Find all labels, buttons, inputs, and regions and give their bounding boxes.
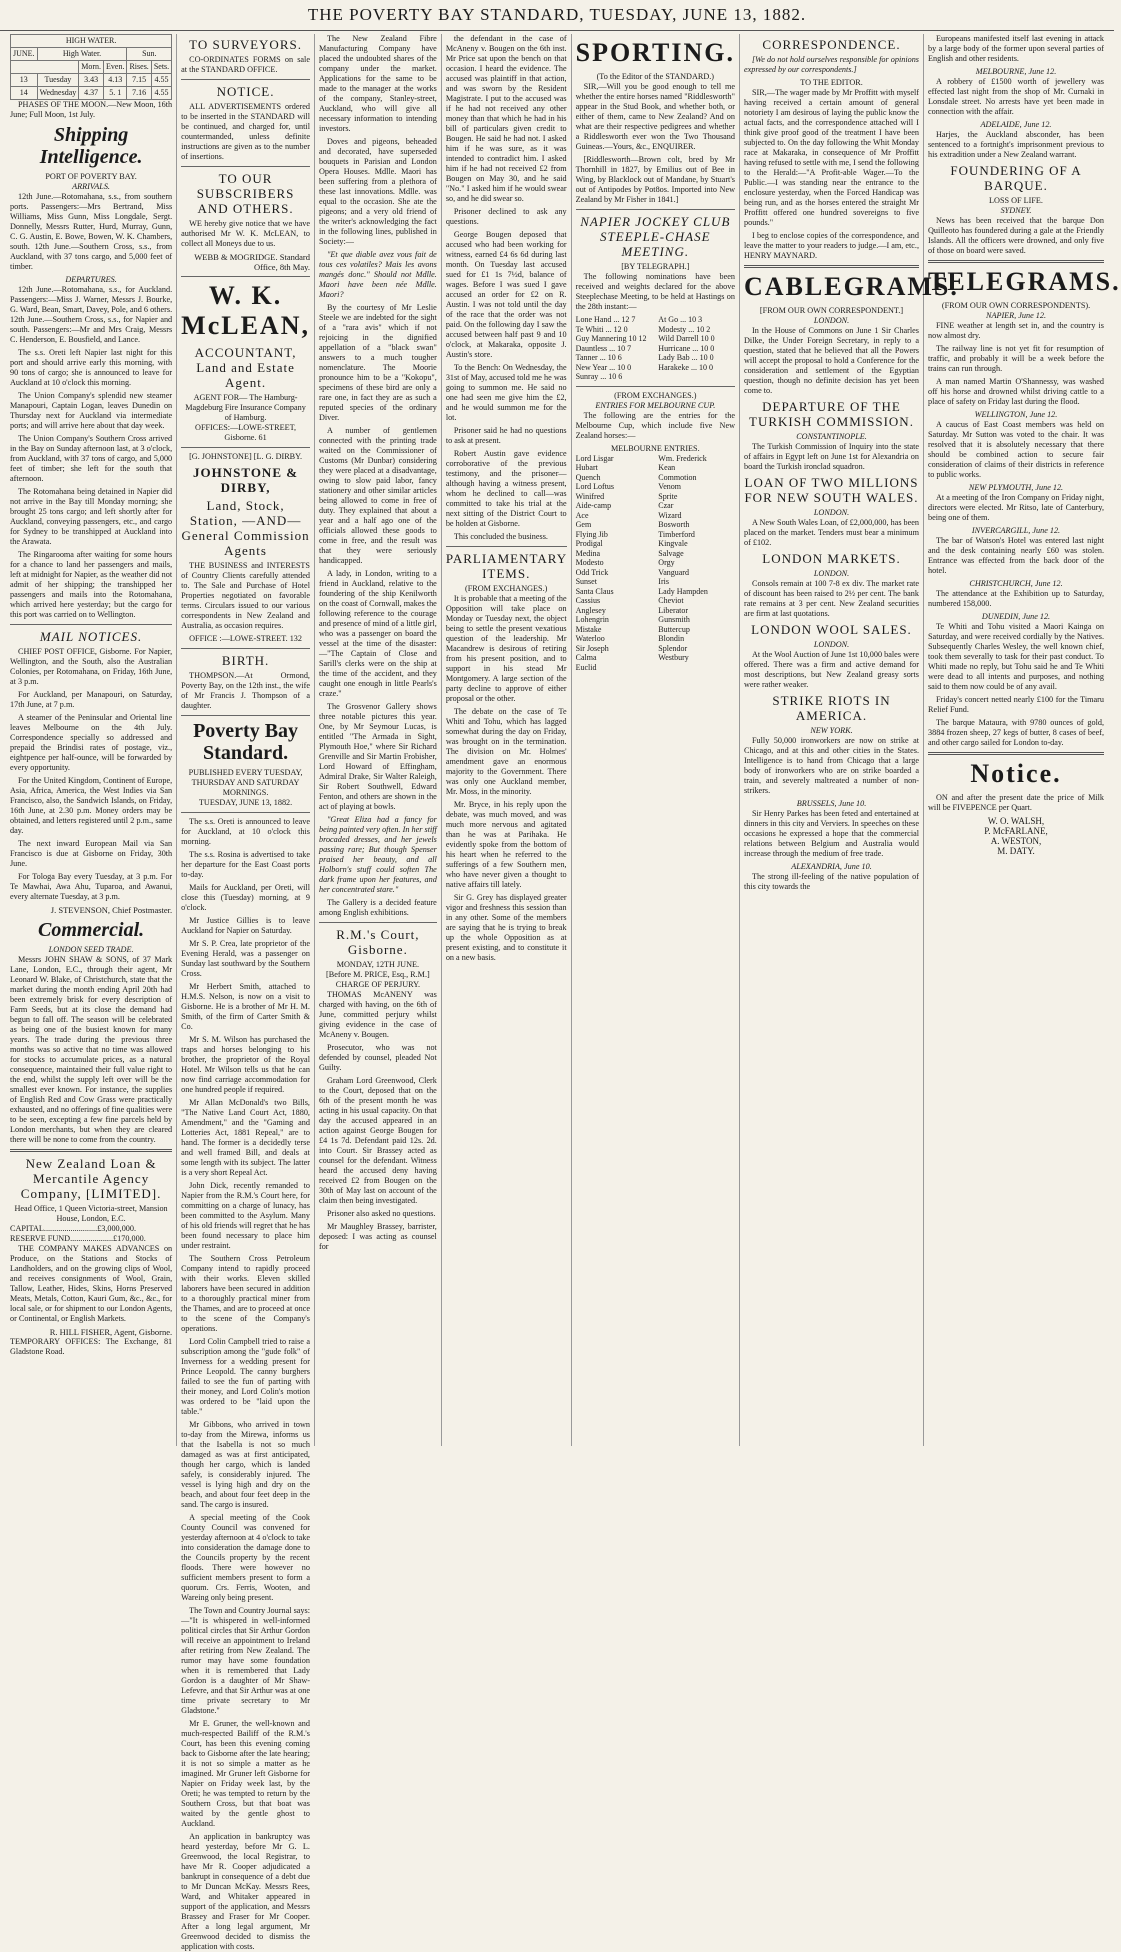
dateline-london: LONDON. [813,640,850,649]
telegram-item: At a meeting of the Iron Company on Friday night, directors were elected. Mr Ritso, late of Canterbury, being one of them. [928,493,1104,522]
wool-heading: LONDON WOOL SALES. [751,622,912,637]
court-text: THOMAS McANENY was charged with having, on the 6th of June, committed perjury whilst giving evidence in the case of McAneny v. Bougen. [318,990,437,1039]
parliamentary-text: Mr. Bryce, in his reply upon the debate, was much moved, and was much more nervous and agitated than he was at Parihaka. He evidently spoke from the bottom of his heart when he referred to the sufferings of a few Southern men, who have never given a thought to native affairs till lately. [445,800,567,889]
shipping-note: The Rotomahana being detained in Napier did not arrive in the Bay till Monday morning; she brought 25 tons cargo; and left shortly after for Auckland, conveying passengers, etc., and cargo for Sydney to be transhipped at Auckland into the Arawata. [10,487,173,546]
telegram-dateline: WELLINGTON, June 12. [974,410,1058,419]
list-item: Prodigal [575,539,603,548]
dateline: TUESDAY, JUNE 13, 1882. [198,798,293,807]
mail-text: The next inward European Mail via San Francisco is due at Gisborne on Friday, 30th June. [10,839,173,868]
list-item: Commotion [658,472,697,482]
divider [10,624,172,625]
commercial-heading: Commercial. [38,919,145,941]
list-item: Iris [658,577,669,586]
dateline-london: LONDON. [813,316,850,325]
mclean-name: W. K. McLEAN, [181,281,310,340]
list-item: Modesto [575,558,604,567]
list-item: Czar [658,501,674,510]
markets-heading: LONDON MARKETS. [762,551,901,566]
correspondence-note: [We do not hold ourselves responsible for opinions expressed by our correspondents.] [744,55,919,74]
cup-text: The following are the entries for the Melbourne Cup, which include five New Zealand horses:— [575,410,735,440]
turkish-heading: DEPARTURE OF THE TURKISH COMMISSION. [749,399,914,429]
list-item: Quench [575,472,601,482]
napier-by: [BY TELEGRAPH.] [621,262,690,271]
list-item: Lohengrin [575,615,609,624]
tide-cell: 7.16 [127,87,151,100]
news-item: Mr S. M. Wilson has purchased the traps and horses belonging to his brother, the proprietor of the Royal Hotel. Mr Wilson tells us that he can now find carriage accommodation for one hundred people if required. [181,1035,310,1094]
list-item: Sir Joseph [575,643,609,653]
news-item: John Dick, recently remanded to Napier from the R.M.'s Court here, for committing on a charge of lunacy, has been committed to the Asylum. Many of his old friends will regret that he has been found necessary to place him under restraint. [181,1181,310,1250]
notice-signatories [928,816,1104,856]
tide-sub: Morn. [79,61,104,74]
divider [181,166,310,167]
column-1 [6,34,177,1446]
tide-cell: 4.37 [79,87,104,100]
list-item: Gunsmith [658,615,690,624]
cup-subheading: MELBOURNE ENTRIES. [610,443,700,453]
court-text: Robert Austin gave evidence corroborative of the previous testimony, and the prisoner—although having a witness present, whom he declined to call—was committed to take his trial at the next sitting of the District Court to be holden at Gisborne. [445,449,567,528]
news-item: Doves and pigeons, beheaded and decorated, have superseded bouquets in Parisian and London Opera Houses. Mdlle. Maori has been suffering from a plethora of these last innovations. Mdlle. was equal to the occasion. She ate the pigeons; and a very old friend of the writer's acknowledging the fact in the following lines, published in Society:— [318,137,437,246]
johnstone-header: [G. JOHNSTONE] [L. G. DIRBY. [189,452,303,461]
news-item: A special meeting of the Cook County Council was convened for yesterday afternoon at 4 o'clock to take into consideration the damage done to the Councils property by the recent floods. There were however no sufficient members present to form a quorum. Crs. Ferris, Wooten, and Wareing only being present. [181,1513,310,1602]
strike-text: Fully 50,000 ironworkers are now on strike at Chicago, and at this and other cities in the States. Intelligence is to hand from Chicago that a large body of ironworkers who are on strike boarded a train, and severely maltreated a number of non-strikers. [744,736,919,795]
list-item: Westbury [658,653,689,662]
brussels-text: Sir Henry Parkes has been feted and entertained at dinners in this city and Verviers. In speeches on these occasions he expressed a hope that the commercial relations between Belgium and Australia would increase through the medium of free trade. [744,809,919,858]
telegram-item: A caucus of East Coast members was held on Saturday. Mr Sutton was voted to the chair. It was resolved that it is absolutely necessary that there should be combined action to secure fair consideration of claims of their districts in reference to public works. [928,420,1104,479]
telegram-dateline: INVERCARGILL, June 12. [971,526,1061,535]
tide-cell: Tuesday [37,74,79,87]
sporting-heading: SPORTING. [575,38,735,67]
list-item: Cheviot [658,596,684,605]
notice-heading: NOTICE. [216,84,275,99]
dateline-new-york: NEW YORK. [810,726,853,735]
sporting-text: SIR,—Will you be good enough to tell me whether the entire horses named "Riddlesworth" appear in the Stud Book, and whether both, or either of them, came to New Zealand? And on what are their respective pedigrees and whether a Riddlesworth ever won the Two Thousand Guineas.—Yours, &c., ENQUIRER. [575,82,735,151]
dateline-brussels: BRUSSELS, June 10. [796,799,867,808]
loan-text: A New South Wales Loan, of £2,000,000, has been placed on the market. Tenders must bear a minimum of £102. [744,518,920,547]
column-3 [315,34,442,1446]
masthead: THE POVERTY BAY STANDARD, TUESDAY, JUNE 13, 1882. [0,0,1114,31]
divider [744,265,919,268]
list-item: Harakeke ... 10 0 [658,362,713,372]
news-item: A lady, in London, writing to a friend in Auckland, relative to the foundering of the ship Kenilworth on the coast of Cornwall, makes the following reference to the courage and presence of mind of a little girl, who was a passenger on board the vessel at the time of the disaster:—"The Captain of Close and Sarill's clerks were on the ship at the time of the accident, and they caught one enough in little Pearls's craze." [318,569,437,698]
list-item: Wizard [658,510,682,520]
sporting-to: (To the Editor of the STANDARD.) [596,72,715,81]
news-item: Lord Colin Campbell tried to raise a subscription among the "gude folk" of Inverness for a wedding present for Prince Leopold. The canny burghers failed to see the fun of parting with their money, and Lord Colin's motion was ordered to be "laid upon the table." [181,1337,310,1416]
barque-heading: FOUNDERING OF A BARQUE. [950,163,1082,193]
notice-text: ALL ADVERTISEMENTS ordered to be inserted in the STANDARD will be continued, and charged for, until countermanded, unless definite instructions are given as to the number of insertions. [181,102,310,161]
list-item: Cassius [575,596,601,605]
nzloan-office: Head Office, 1 Queen Victoria-street, Mansion House, London, E.C. [14,1204,168,1223]
telegram-dateline: DUNEDIN, June 12. [981,612,1051,621]
court-text: Prosecutor, who was not defended by counsel, pleaded Not Guilty. [318,1043,437,1072]
shipping-note: The Union Company's Southern Cross arrived in the Bay on Sunday afternoon last, at 3 o'clock, from Auckland, with 37 tons of cargo, and 5,000 feet of timber; she left for the south that afternoon. [10,434,173,483]
news-item: The s.s. Rosina is advertised to take her departure for the East Coast ports to-day. [181,850,310,879]
list-item: Vanguard [658,567,689,577]
alexandria-text: The strong ill-feeling of the native population of this city towards the [744,872,919,891]
correspondence-text: SIR,—The wager made by Mr Proffitt with myself having received a certain amount of general notoriety I am desirous of laying the public know the actual facts, and the correspondence attached will I think give proof good of the treatment I have been subjected to. On the day following the Whit Monday race at Makaraka, in consequence of Mr Proffitt having refused to settle with me, I send the following to the Herald:—"A Profit-able Wager.—To the Public.—I was standing near the entrance to the enclosure yesterday, when the Forced Handicap was being run, and as the horses entered the straight Mr Proffitt offered one hundred sovereigns to five pounds." [744,88,919,227]
news-item: Mr Gibbons, who arrived in town to-day from the Mirewa, informs us that the Isabella is not so much damaged as was at first anticipated, though her cargo, which is landed safely, is considerably injured. The vessel is lying high and dry on the beach, and about four feet deep in the sand. The cargo is insured. [181,1420,310,1509]
tide-cell: 5. 1 [104,87,127,100]
news-item: The Town and Country Journal says:—"It is whispered in well-informed political circles that Sir Arthur Gordon will receive an appointment to Ireland after retiring from New Zealand. The rumor may have some foundation when it is remembered that Lady Gordon is a daughter of Mr Shaw-Lefevre, and that Sir Arthur was at one time private secretary to Mr Gladstone." [181,1606,310,1715]
list-item: Lady Hampden [658,586,708,596]
subscribers-heading: TO OUR SUBSCRIBERS AND OTHERS. [196,171,295,216]
court-text: Prisoner also asked no questions. [326,1209,436,1218]
tide-header: High Water. [37,48,127,61]
divider [319,922,437,923]
list-item: Hurricane ... 10 0 [658,343,715,353]
loan-heading: LOAN OF TWO MILLIONS FOR NEW SOUTH WALES. [744,475,919,505]
correspondence-heading: CORRESPONDENCE. [762,37,901,52]
list-item: Lord Lisgar [575,453,614,463]
news-item: The New Zealand Fibre Manufacturing Company have placed the undoubted shares of the company under the market. Applications for the same to be made to the manager at the works of the company, Stanley-street, Auckland, who will give all necessary information to intending investors. [318,34,437,133]
divider [10,1149,172,1152]
parliamentary-heading: PARLIAMENTARY ITEMS. [445,551,568,581]
list-item: Anglesey [575,605,606,615]
tide-cell: 4.13 [104,74,127,87]
court-date: MONDAY, 12TH JUNE. [336,960,420,969]
tide-sub: Even. [104,61,127,74]
divider [181,715,310,716]
divider [181,812,310,813]
parliamentary-text: It is probable that a meeting of the Opposition will take place on Monday or Tuesday next, the object being to settle the present vexatious question of the leadership. Mr Macandrew is desirous of retiring from his present position, and to support in his stead Mr Montgomery. A large section of the party decline to approve of either proposal or the other. [445,594,567,703]
list-item: Liberator [658,605,689,615]
court-before: [Before M. PRICE, Esq., R.M.] [326,970,430,979]
surveyors-heading: TO SURVEYORS. [189,37,302,52]
tide-sub: Sets. [151,61,171,74]
telegram-item: The barque Mataura, with 9780 ounces of gold, 3884 frozen sheep, 27 kegs of butter, 8 cases of beef, and other cargo sailed for London to-day. [928,718,1104,747]
tide-table [10,34,172,100]
shipping-heading: Shipping Intelligence. [39,124,143,168]
tide-cell: 4.55 [151,87,171,100]
divider [928,752,1104,755]
list-item: Medina [575,548,601,558]
cup-heading: ENTRIES FOR MELBOURNE CUP. [595,400,716,410]
telegram-item: The bar of Watson's Hotel was entered last night and the desk containing nearly £60 was stolen. Entrance was effected from the back door of the hotel. [928,536,1104,575]
mail-text: CHIEF POST OFFICE, Gisborne. For Napier, Wellington, and the South, also the Australian Colonies, per Rotomahana, on Friday, 16th June, at 3 p.m. [10,647,173,686]
mclean-office: OFFICES:—LOWE-STREET, Gisborne. 61 [195,423,297,442]
court-text: Prisoner said he had no questions to ask at present. [445,426,567,445]
divider [181,648,310,649]
list-item: Ace [575,510,589,520]
napier-text: The following nominations have been received and weights declared for the above Steeplechase Meeting, to be held at Hastings on the 28th instant:— [575,272,735,311]
markets-text: Consols remain at 100 7-8 ex div. The market rate of discount has been raised to 2½ per cent. The bank rate remains at 3 per cent. New Zealand securities are firm at last quotations. [744,579,919,618]
arrivals-text: 12th June.—Rotomahana, s.s., from southern ports. Passengers:—Mrs Bertrand, Miss Williams, Miss Gunn, Miss Longdale, Sergt. Donnelly, Messrs Rutter, Hurd, Murray, Gunn, C. G. Austin, E. Bowe, Bowen, W. K. Chambers, south. 12th June.—Southern Cross, s.s., from Auckland, with 37 tons cargo, and 5,000 feet of timber. [10,192,173,271]
dateline-melbourne: MELBOURNE, June 12. [975,67,1057,76]
shipping-note: The Union Company's splendid new steamer Manapouri, Captain Logan, leaves Dunedin on Thursday next for Auckland via intermediate ports; and will arrive here about that day week. [10,391,173,430]
telegram-dateline: NEW PLYMOUTH, June 12. [968,483,1064,492]
sporting-text: [Riddlesworth—Brown colt, bred by Mr Thornhill in 1827, by Emilius out of Bee in Wing, by Blacklock out of Mandane, by Stuart's out of Antipodes by Pot8os. Imported into New Zealand by Mr Fisher in 1841.] [575,155,735,204]
dateline-alexandria: ALEXANDRIA, June 10. [791,862,872,871]
court-heading: R.M.'s Court, Gisborne. [336,927,420,957]
departures-heading: DEPARTURES. [65,275,117,284]
napier-steeplechase-heading: NAPIER JOCKEY CLUB STEEPLE-CHASE MEETING. [580,214,731,259]
telegrams-heading: TELEGRAMS. [928,267,1121,296]
nzloan-capital: CAPITAL..........................£3,000,000. [10,1224,137,1233]
list-item: Te Whiti ... 12 0 [575,324,628,334]
tide-row [11,74,172,87]
mail-text: A steamer of the Peninsular and Oriental line leaves Melbourne on the 4th July. Correspondence specially so addressed and prepaid the Brindisi rates of postage, viz., eightpence per half-ounce, will be forwarded by every opportunity. [10,713,173,772]
column-2 [177,34,315,1951]
wool-text: At the Wool Auction of June 1st 10,000 bales were offered. There was a firm and active demand for most descriptions, but New Zealand greasy sorts were rather weaker. [744,650,919,689]
tide-cell: 7.15 [127,74,151,87]
news-item: The Grosvenor Gallery shows three notable pictures this year. One, by Mr Seymour Lucas, is entitled "The Armada in Sight, Plymouth Hoe," where Sir Richard Grenville and Sir Martin Frobisher, Lord Howard of Effingham, Admiral Drake, Sir Walter Raleigh, Sir Robert Southwell, Edward Fenton, and others are shown in the act of playing at bowls. [318,702,437,811]
shipping-note: The s.s. Oreti left Napier last night for this port and should arrive early this morning, with 90 tons of cargo; she is announced to leave for Auckland at 10 o'clock this morning. [10,348,173,387]
correspondence-text: I beg to enclose copies of the correspondence, and leave the matter to your readers to judge.—I am, etc., HENRY MAYNARD. [744,231,919,260]
list-item: Guy Mannering 10 12 [575,334,647,343]
nzloan-reserve: RESERVE FUND.....................£170,000. [10,1234,146,1243]
list-item: Venom [658,482,681,491]
news-item: "Great Eliza had a fancy for being painted very often. In her stiff brocaded dresses, and her jewels passing rare; But though Spenser praised her beauty, and all Holborn's stuff could soften The dark frame upon her features, and her concentrated stare." [318,815,437,894]
tide-sub: Rises. [127,61,151,74]
divider [446,546,567,547]
list-item: At Go ... 10 3 [658,315,703,324]
list-item: Kean [658,463,676,472]
court-text: This concluded the business. [453,532,548,541]
johnstone-text: THE BUSINESS and INTERESTS of Country Clients carefully attended to. The Sale and Purchase of Hotel Properties negotiated on favorable terms. Circulars issued to our various correspondents in New Zealand and Australia, as occasion requires. [181,561,310,630]
dateline-london: LONDON. [813,508,850,517]
telegram-item: The attendance at the Exhibition up to Saturday, numbered 158,000. [928,589,1104,608]
list-item: Buttercup [658,624,690,634]
court-text: Mr Maughley Brassey, barrister, deposed: I was acting as counsel for [318,1222,437,1251]
telegram-item: The railway line is not yet fit for resumption of traffic, and probably it will be a week before the trains can run through. [928,344,1104,373]
divider [181,276,310,277]
court-text: To the Bench: On Wednesday, the 31st of May, accused told me he was going to summon me. He said no one had seen me give him the £2, and he would summon me for the lot. [445,363,567,422]
news-item: An application in bankruptcy was heard yesterday, before Mr G. L. Greenwood, the local Registrar, to have Mr R. Cooper adjudicated a bankrupt in consequence of a debt due to Mr Duncan McKay. Messrs Rees, Ward, and Whitaker appeared in support of the application, and Messrs Brassey and Fraser for Mr Cooper. After a long legal argument, Mr Greenwood decided to dismiss the application with costs. [181,1832,310,1951]
news-item: Mr Allan McDonald's two Bills, "The Native Land Court Act, 1880, Amendment," and the "Gaming and Lotteries Act, 1881 Repeal," are to hand. The former is a decidedly terse and well framed Bill, and deals at some length with its subject. The latter is a very short Repeal Act. [181,1098,310,1177]
list-item: Wm. Frederick [658,453,707,463]
dateline-constantinople: CONSTANTINOPLE. [796,432,867,441]
shipping-note: The Ringarooma after waiting for some hours for a chance to land her passengers and mails, left at midnight for Napier, as the weather did not admit of her shipping; the transhipped her passengers and mails into the Rotomahana, which arrived here yesterday; but the cargo for this port was carried on to Wellington. [10,550,173,619]
news-item: Mr Justice Gillies is to leave Auckland for Napier on Saturday. [181,916,310,935]
subscribers-signature: WEBB & MOGRIDGE. Standard Office, 8th May. [194,252,310,272]
telegram-dateline: CHRISTCHURCH, June 12. [969,579,1063,588]
list-item: Splendor [658,643,688,653]
court-text: Prisoner declined to ask any questions. [445,207,567,226]
column-6 [740,34,959,1446]
news-item: The Gallery is a decided feature among English exhibitions. [318,898,437,917]
signatory-name: M. DATY. [997,846,1035,856]
nzloan-signature: R. HILL FISHER, Agent, Gisborne. [49,1327,173,1337]
commercial-text: Messrs JOHN SHAW & SONS, of 37 Mark Lane, London, E.C., through their agent, Mr Leonard W. Blake, of Christchurch, state that the market during the month ending April 20th had been extremely brisk for every description of Farm Seeds, but at its close the demand had begun to fall off. The season will be celebrated as being one of the busiest known for many years. The trade during the previous three months was so active that no time was allowed for stocks to accumulate prices, as a natural consequence, maintained their full value right to the end, whilst the supply left over will be the smallest ever known. For instance, the supplies of English Red and Cow Grass were practically exhausted, and no offerings of fine qualities were to be seen, excepting a few fine parcels held by London merchants, but when they are cleared there will be none to come from the country. [10,955,173,1144]
cablegrams-heading: CABLEGRAMS. [744,272,959,301]
mail-signature: J. STEVENSON, Chief Postmaster. [50,905,173,915]
nzloan-text: THE COMPANY MAKES ADVANCES on Produce, on the Stations and Stocks of Landholders, and on the growing clips of Wool, and receives consignments of Wool, Grain, Tallow, Leather, Hides, Skins, Horns Preserved Meats, Metals, Cotton, Kauri Gum, &c., &c., for local sale, or for shipment to our London Agents, or Continental, or English Markets. [10,1244,173,1323]
signatory-name: W. O. WALSH, [987,816,1045,826]
mail-text: For Tologa Bay every Tuesday, at 3 p.m. For Te Mawhai, Awa Ahu, Tuparoa, and Awanui, every alternate Tuesday, at 3 p.m. [10,872,173,901]
moon-phases: PHASES OF THE MOON.—New Moon, 16th June; Full Moon, 1st July. [10,100,173,119]
cup-entries [576,454,735,673]
strike-heading: STRIKE RIOTS IN AMERICA. [772,693,891,723]
arrivals-heading: ARRIVALS. [72,182,110,191]
notice-heading: Notice. [970,759,1062,788]
parliamentary-text: Sir G. Grey has displayed greater vigor and freshness this session than in any other. Some of the members are saying that he is trying to break up the whole Opposition as at present existing, and to constitute it on a new basis. [445,893,567,962]
nzloan-heading: New Zealand Loan & Mercantile Agency Company, [LIMITED]. [20,1156,162,1201]
turkish-text: The Turkish Commission of Inquiry into the state of affairs in Egypt left on June 1st for Alexandria on board the Turkish ironclad squadron. [744,442,919,471]
list-item: Hubart [575,463,598,472]
list-item: Timberford [658,529,695,539]
news-item: Mr E. Gruner, the well-known and much-respected Bailiff of the R.M.'s Court, has been this evening coming back to Gisborne after the late hearing; it is not so simple a matter as he imagined. Mr Gruner left Gisborne for Napier on Friday week last, by the Oreti; he was tempted to return by the Southern Cross, but that boat was waited by the gentle ghost to Auckland. [181,1719,310,1828]
column-7 [924,34,1121,1446]
list-item: Modesty ... 10 2 [658,324,711,334]
correspondence-to: TO THE EDITOR. [800,78,863,87]
column-4 [442,34,572,1446]
mail-heading: MAIL NOTICES. [39,629,143,644]
signatory-name: P. McFARLANE, [984,826,1048,836]
list-item: Bosworth [658,520,690,529]
divider [576,386,735,387]
mclean-trade: ACCOUNTANT, Land and Estate Agent. [194,345,297,390]
dateline-london: LONDON. [813,569,850,578]
surveyors-text: CO-ORDINATES FORMS on sale at the STANDARD OFFICE. [181,55,310,74]
list-item: Lone Hand ... 12 7 [575,315,636,324]
tide-title: HIGH WATER. [11,35,172,48]
court-text: the defendant in the case of McAneny v. Bougen on the 6th inst. Mr Price sat upon the bench on that occasion. I heard the evidence. The accused was plaintiff in that action, and was sworn by the Resident Magistrate. I put to the accused was if he had not received any other money than that which he had in his bill of particulars given credit to Bougen. He said he had not. I asked him if he was sure, as it was intended to contradict him. I asked him if he had not received £2 from Bougen on May 30, and he said "No." I asked him if he would swear so, and he did swear so. [445,34,567,203]
list-item: Kingvale [658,539,688,548]
barque-text: News has been received that the barque Don Quilleoto has foundered during a gale at the Friendly Islands. All the officers were drowned, and only five of those on board were saved. [928,216,1104,255]
telegram-item: FINE weather at length set in, and the country is now almost dry. [928,321,1104,340]
court-charge: CHARGE OF PERJURY. [335,980,421,989]
telegram-item: Te Whiti and Tohu visited a Maori Kainga on Saturday, and were received cordially by the Natives. Subsequently Charles Wesley, the well known chief, took them severally to task for their past conduct. To Whiti made no reply, but Tohu said he and Te Whiti were dead to all intents and purposes, and nothing said to them now could be of any avail. [928,622,1104,691]
tide-cell: Wednesday [37,87,79,100]
commercial-subheading: LONDON SEED TRADE. [48,945,134,954]
tide-cell: 4.55 [151,74,171,87]
temp-offices: TEMPORARY OFFICES: The Exchange, 81 Gladstone Road. [10,1337,173,1356]
list-item: New Year ... 10 0 [575,362,632,372]
parliamentary-sub: (FROM EXCHANGES.) [465,584,548,593]
divider [181,79,310,80]
tide-sub [11,61,79,74]
telegram-item: A man named Martin O'Shannessy, was washed off his horse and drowned whilst driving cattle to a place of safety on Friday last during the flood. [928,377,1104,406]
list-item: Santa Claus [575,586,614,596]
list-item: Wild Darrell 10 0 [658,334,715,343]
divider [576,209,735,210]
parliamentary-text: The debate on the case of Te Whiti and Tohu, which has lagged somewhat during the day on Friday, was brought on in the termination. The division on Mr. Holmes' amendment gave an enormous majority to the Government. There was only one Auckland member, Mr. Moss, in the minority. [445,707,567,796]
mclean-agent: AGENT FOR— The Hamburg-Magdeburg Fire Insurance Company of Hamburg. [185,393,306,422]
port-heading: PORT OF POVERTY BAY. [45,172,137,181]
list-item: Sunray ... 10 6 [575,372,623,381]
tide-header: Sun. [127,48,172,61]
dateline-napier: NAPIER, June 12. [985,311,1047,320]
mail-text: For the United Kingdom, Continent of Europe, Asia, Africa, America, the West Indies via San Francisco, also, the Sandwich Islands, on Friday, 16th June, at 2.30 p.m. Money orders may be obtained, and letters registered until 2 p.m., same day. [10,776,173,835]
signatory-name: A. WESTON, [990,836,1042,846]
telegrams-sub: (FROM OUR OWN CORRESPONDENTS). [941,301,1091,310]
list-item: Winifred [575,491,605,501]
departures-text: 12th June.—Rotomahana, s.s., for Auckland. Passengers:—Miss J. Warner, Messrs J. Bourke, G. Ward, Bean, Smart, Davey, Pole, and 6 others. 12th June.—Southern Cross, s.s., for Napier and south. Passengers:—Mr and Mrs Craig, Messrs C. Henderson, E. Bousfield, and Lance. [10,285,173,344]
birth-heading: BIRTH. [221,653,270,668]
adelaide-text: Harjes, the Auckland absconder, has been sentenced to a fortnight's imprisonment previous to his extradition under a New Zealand warrant. [928,130,1104,159]
napier-weights [576,315,735,382]
column-5 [572,34,740,1446]
court-text: Graham Lord Greenwood, Clerk to the Court, deposed that on the 6th of the present month he was acting in his usual capacity. On that day the accused appeared in an action against George Bougen for £4 1s 7d. Defendant paid 12s. 2d. into Court. Sir Brassey acted as counsel for the defendant. Witness heard the accused deny having received £2 from Bougen on the 30th of May last on account of the claim then being investigated. [318,1076,437,1205]
telegram-item: Friday's concert netted nearly £100 for the Timaru Relief Fund. [928,695,1104,714]
cup-sub: (FROM EXCHANGES.) [614,390,697,400]
johnstone-name: JOHNSTONE & DIRBY, [193,465,299,495]
court-text: George Bougen deposed that accused who had been working for witness, earned £4 6s 6d during last month. On Tuesday last accused sued for £1 1s 7½d, balance of wages. Before I was sued I gave accused an order for £2 on R. Austin. I was not told until the day of the race that the order was not paid. On the following day I saw the accused between half past 9 and 10 o'clock, at Makaraka, opposite J. Austin's store. [445,230,567,359]
list-item: Gem [575,520,592,529]
list-item: Orgy [658,558,675,567]
news-item: Europeans manifested itself last evening in attack by a large body of the former upon several parties of English and other residents. [928,34,1104,63]
subscribers-text: WE hereby give notice that we have authorised Mr W. K. McLEAN, to collect all Moneys due to us. [181,219,310,248]
dateline-adelaide: ADELAIDE, June 12. [980,120,1052,129]
tide-cell: 3.43 [79,74,104,87]
tide-cell: 14 [11,87,38,100]
johnstone-trade: Land, Stock, Station, —AND— General Commission Agents [181,498,310,558]
columns [6,34,1121,1951]
tide-header: JUNE. [11,48,38,61]
news-item: Mr S. P. Crea, late proprietor of the Evening Herald, was a passenger on Sunday last southward by the Southern Cross. [181,939,310,978]
published-line: PUBLISHED EVERY TUESDAY, THURSDAY AND SATURDAY MORNINGS. [188,768,303,797]
news-item: "Et que diable avez vous fait de tous ces volatiles? Mais les avons mangés donc." Should not Mdlle. Maori have been née Mdlle. Maori? [318,250,437,299]
news-item: A number of gentlemen connected with the printing trade waited on the Commissioner of Customs (Mr Dunbar) considering they were placed at a disadvantage, owing to slow paid labor, fancy stationery and other similar articles being allowed to come in free of duty. They explained that about a year and a half ago one of the officials allowed these goods to come in free, and the result was that they were seriously handicapped. [318,426,437,565]
mail-text: For Auckland, per Manapouri, on Saturday, 17th June, at 7 p.m. [10,690,173,709]
list-item: Aide-camp [575,501,612,510]
news-item: The s.s. Oreti is announced to leave for Auckland, at 10 o'clock this morning. [181,817,310,846]
list-item: Euclid [575,662,597,672]
tide-cell: 13 [11,74,38,87]
list-item: Odd Trick [575,567,609,577]
news-item: By the courtesy of Mr Leslie Steele we are indebted for the sight of a "rara avis" which if not rejoicing in the dignified appellation of a "black swan" answers to a much tougher nomenclature. The Moorie pronounce him to be a "Kokopu", specimens of these bird are only a rare one, in fact they are as such a reputed species of the ordinary Diver. [318,303,437,422]
list-item: Sprite [658,491,678,501]
cable-text: In the House of Commons on June 1 Sir Charles Dilke, the Under Foreign Secretary, in reply to a question, stated that he believed that all the Powers will accept the proposal to hold a Conference for the consideration and settlement of the Egyptian question, though no definite decision has yet been come to. [744,326,919,395]
list-item: Flying Jib [575,529,608,539]
divider [928,260,1104,263]
list-item: Dauntless ... 10 7 [575,343,632,353]
news-item: Mails for Auckland, per Oreti, will close this (Tuesday) morning, at 9 o'clock. [181,883,310,912]
list-item: Mistake [575,624,602,634]
list-item: Calma [575,653,597,662]
dateline-sydney: SYDNEY. [1000,206,1032,215]
cablegrams-sub: [FROM OUR OWN CORRESPONDENT.] [759,306,904,315]
barque-sub: LOSS OF LIFE. [989,196,1043,205]
list-item: Lord Loftus [575,482,615,491]
melbourne-text: A robbery of £1500 worth of jewellery was effected last night from the shop of Mr. Curnaki in Lonsdale street. No arrests have yet been made in connection with the affair. [928,77,1104,116]
list-item: Sunset [575,577,597,586]
list-item: Waterloo [575,634,605,643]
tide-row [11,87,172,100]
list-item: Salvage [658,548,684,558]
notice-text: ON and after the present date the price of Milk will be FIVEPENCE per Quart. [928,793,1104,812]
johnstone-office: OFFICE :—LOWE-STREET. 132 [189,634,302,643]
news-item: Mr Herbert Smith, attached to H.M.S. Nelson, is now on a visit to Gisborne. He is a brother of Mr H. M. Smith, of the firm of Carter Smith & Co. [181,982,310,1031]
list-item: Blondin [658,634,685,643]
list-item: Tanner ... 10 6 [575,353,622,362]
birth-text: THOMPSON.—At Ormond, Poverty Bay, on the 12th inst., the wife of Mr Francis J. Thompson of a daughter. [181,671,310,710]
divider [181,447,310,448]
news-item: The Southern Cross Petroleum Company intend to rapidly proceed with their works. Eleven skilled laborers have been secured in addition to a thoroughly practical miner from the Thames, and are to proceed at once to the scene of the Company's operations. [181,1254,310,1333]
paper-title: Poverty Bay Standard. [193,720,299,764]
list-item: Lady Bab ... 10 0 [658,353,714,362]
